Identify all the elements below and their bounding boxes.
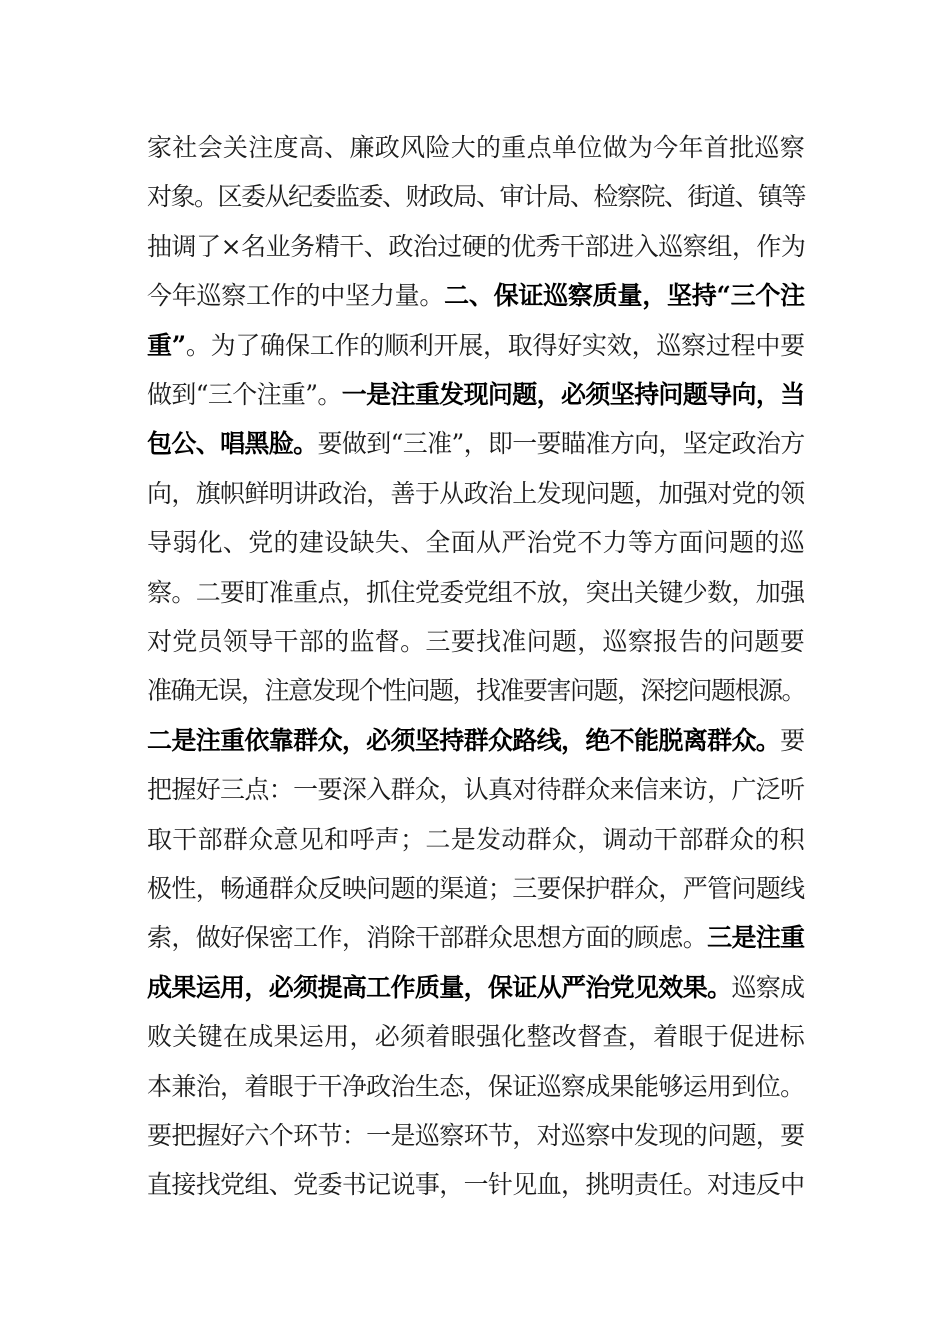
text-segment: 本兼治，着眼于干净政治生态，保证巡察成果能够运用到位。 (147, 1071, 805, 1101)
text-segment: 要把握好六个环节：一是巡察环节，对巡察中发现的问题，要 (147, 1121, 805, 1150)
text-segment: 直接找党组、党委书记说事，一针见血，挑明责任。对违反中 (147, 1170, 805, 1200)
text-line (147, 1070, 805, 1104)
bold-text-segment: 二是注重依靠群众，必须坚持群众路线，绝不能脱离群众。 (147, 725, 781, 755)
text-segment: 。为了确保工作的顺利开展，取得好实效，巡察过程中要 (185, 330, 805, 360)
bold-text-segment: 包公、唱黑脸。 (147, 429, 318, 459)
text-segment: 家社会关注度高、廉政风险大的重点单位做为今年首批巡察 (147, 133, 806, 162)
text-line (147, 180, 805, 214)
text-segment: 巡察成 (731, 972, 805, 1002)
text-segment: 察。二要盯准重点，抓住党委党组不放，突出关键少数，加强 (147, 577, 805, 607)
text-segment: 今年巡察工作的中坚力量。 (147, 281, 445, 311)
bold-text-segment: 三是注重 (707, 923, 805, 953)
bold-text-segment: 成果运用，必须提高工作质量，保证从严治党见效果。 (147, 972, 732, 1002)
text-line (147, 576, 805, 610)
text-segment: 要 (780, 725, 805, 755)
text-segment: 索，做好保密工作，消除干部群众思想方面的顾虑。 (147, 923, 708, 953)
text-line (147, 378, 805, 412)
text-line (147, 526, 805, 560)
text-segment: 把握好三点：一要深入群众，认真对待群众来信来访，广泛听 (147, 775, 805, 805)
text-line (147, 872, 805, 906)
text-segment: 败关键在成果运用，必须着眼强化整改督查，着眼于促进标 (147, 1022, 806, 1052)
text-segment: 对党员领导干部的监督。三要找准问题，巡察报告的问题要 (147, 627, 806, 656)
text-line (147, 823, 805, 857)
text-line (147, 1168, 805, 1202)
text-segment: 向，旗帜鲜明讲政治，善于从政治上发现问题，加强对党的领 (147, 478, 805, 508)
text-line (147, 921, 805, 955)
bold-text-segment: 重” (147, 330, 186, 360)
text-segment: 抽调了×名业务精干、政治过硬的优秀干部进入巡察组，作为 (147, 231, 806, 261)
text-segment: 对象。区委从纪委监委、财政局、审计局、检察院、街道、镇等 (147, 182, 806, 212)
text-segment: 取干部群众意见和呼声；二是发动群众，调动干部群众的积 (147, 824, 806, 854)
text-line (147, 625, 805, 659)
text-line (147, 674, 805, 708)
text-line (147, 477, 805, 511)
text-segment: 导弱化、党的建设缺失、全面从严治党不力等方面问题的巡 (147, 528, 806, 558)
text-line (147, 279, 805, 313)
text-line (147, 230, 805, 264)
text-line (147, 971, 805, 1005)
text-line (147, 329, 805, 363)
bold-text-segment: 二、保证巡察质量，坚持“三个注 (444, 281, 805, 311)
text-line (147, 773, 805, 807)
bold-text-segment: 一是注重发现问题，必须坚持问题导向，当 (341, 380, 805, 409)
text-line (147, 427, 805, 461)
text-line (147, 1119, 805, 1153)
text-segment: 做到“三个注重”。 (147, 380, 342, 409)
text-segment: 准确无误，注意发现个性问题，找准要害问题，深挖问题根源。 (147, 676, 806, 706)
text-segment: 要做到“三准”，即一要瞄准方向，坚定政治方 (317, 429, 805, 459)
text-segment: 极性，畅通群众反映问题的渠道；三要保护群众，严管问题线 (147, 874, 805, 903)
text-line (147, 724, 805, 758)
text-line (147, 131, 805, 165)
text-line (147, 1020, 805, 1054)
